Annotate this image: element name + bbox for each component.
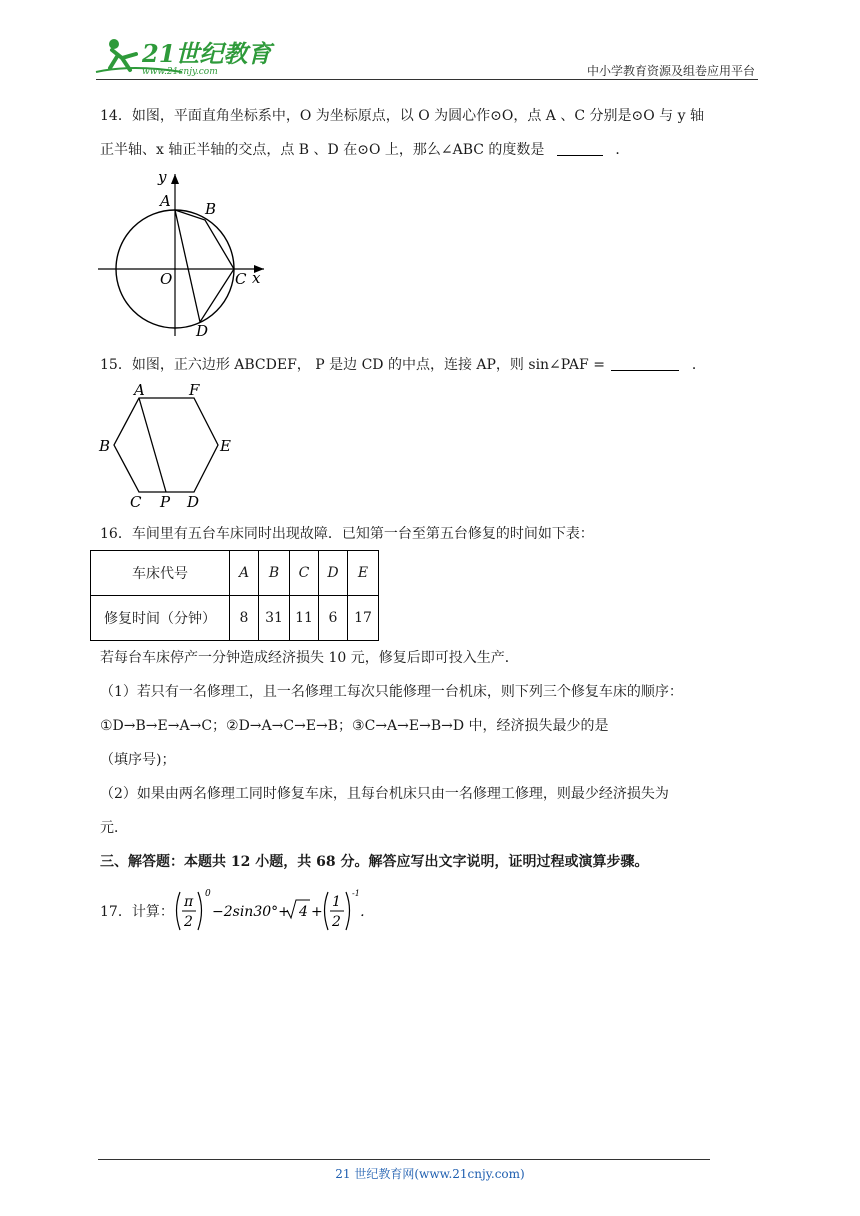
q17-end: ． xyxy=(360,904,374,920)
section3-title: 三、解答题：本题共 12 小题，共 68 分。解答应写出文字说明，证明过程或演算步骤。 xyxy=(100,854,649,870)
table-cell: C xyxy=(290,551,319,596)
q15-figure xyxy=(92,380,242,512)
table-cell: 17 xyxy=(348,596,379,641)
q16-part2-end: 元． xyxy=(100,820,128,836)
table-row xyxy=(91,551,379,596)
q16-intro: 16．车间里有五台车床同时出现故障．已知第一台至第五台修复的时间如下表： xyxy=(100,526,594,542)
q16-part1: （1）若只有一名修理工，且一名修理工每次只能修理一台机床，则下列三个修复车床的顺序： xyxy=(100,684,683,700)
q15-label-p: P xyxy=(160,493,171,511)
footer-link[interactable]: 21 世纪教育网(www.21cnjy.com) xyxy=(335,1167,525,1181)
table-row xyxy=(91,596,379,641)
footer-divider xyxy=(98,1159,710,1160)
q15-label-b: B xyxy=(99,437,111,455)
q14-label-x: x xyxy=(252,269,261,287)
q15-label-e: E xyxy=(220,437,231,455)
q14-line2-end: ． xyxy=(615,142,630,158)
repair-time-table xyxy=(90,550,379,641)
q14-figure xyxy=(92,168,272,340)
q14-line1: 14．如图，平面直角坐标系中，O 为坐标原点，以 O 为圆心作⊙O，点 A 、C 分别是⊙O 与 y 轴 xyxy=(100,108,704,124)
q14-line2 xyxy=(100,140,629,160)
q15-label-c: C xyxy=(130,493,142,511)
q17-middle: −2sin30°+ xyxy=(212,904,290,920)
table-cell: B xyxy=(259,551,290,596)
logo-text: 21世纪教育 xyxy=(142,39,272,68)
table-cell: A xyxy=(230,551,259,596)
table-cell: 车床代号 xyxy=(91,551,230,596)
q14-label-d: D xyxy=(196,322,209,340)
q14-label-c: C xyxy=(235,270,247,288)
q15-text xyxy=(100,355,706,375)
q16-part1-end: （填序号)； xyxy=(100,752,176,768)
q15-answer-blank[interactable] xyxy=(611,356,679,371)
q14-label-y: y xyxy=(158,168,167,186)
q15-label-a: A xyxy=(134,381,145,399)
q14-line2-text: 正半轴、x 轴正半轴的交点，点 B 、D 在⊙O 上，那么∠ABC 的度数是 xyxy=(100,142,545,158)
q17-plus: + xyxy=(311,904,323,920)
table-cell: 8 xyxy=(230,596,259,641)
q17-two-b: 2 xyxy=(332,914,341,930)
q14-label-b: B xyxy=(205,200,217,218)
q17-two: 2 xyxy=(184,914,193,930)
q14-answer-blank[interactable] xyxy=(557,141,603,156)
q15-label-f: F xyxy=(189,381,200,399)
q17-exp0: 0 xyxy=(205,889,211,899)
table-cell: 修复时间（分钟） xyxy=(91,596,230,641)
q16-part2: （2）如果由两名修理工同时修复车床，且每台机床只由一名修理工修理，则最少经济损失为 xyxy=(100,786,669,802)
q16-part1-orders: ①D→B→E→A→C；②D→A→C→E→B；③C→A→E→B→D 中，经济损失最少的是 xyxy=(100,718,609,734)
q17-one: 1 xyxy=(332,894,341,910)
table-cell: 11 xyxy=(290,596,319,641)
logo-url: www.21cnjy.com xyxy=(142,67,218,77)
platform-name: 中小学教育资源及组卷应用平台 xyxy=(586,64,755,78)
table-cell: E xyxy=(348,551,379,596)
q17-pi: π xyxy=(184,894,194,910)
q17-label: 17．计算： xyxy=(100,904,174,920)
table-cell: 6 xyxy=(319,596,348,641)
q17-expression xyxy=(172,888,372,936)
table-cell: 31 xyxy=(259,596,290,641)
q15-label-d: D xyxy=(187,493,200,511)
q14-label-a: A xyxy=(160,192,171,210)
q17-sqrt-arg: 4 xyxy=(299,904,308,920)
table-cell: D xyxy=(319,551,348,596)
header-divider xyxy=(96,79,758,80)
q15-end: ． xyxy=(691,357,706,373)
q15-question: 15．如图，正六边形 ABCDEF， P 是边 CD 的中点，连接 AP，则 sin∠PAF = xyxy=(100,357,605,373)
q16-loss: 若每台车床停产一分钟造成经济损失 10 元，修复后即可投入生产． xyxy=(100,650,519,666)
q14-label-o: O xyxy=(160,270,173,288)
q17-exp-neg1: -1 xyxy=(352,889,360,898)
site-logo xyxy=(92,36,272,78)
